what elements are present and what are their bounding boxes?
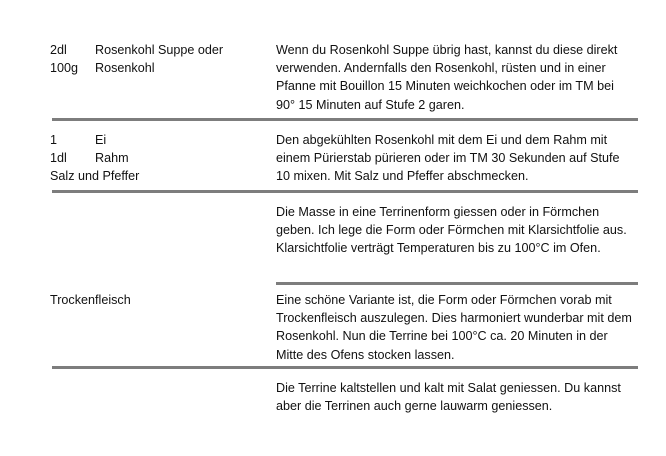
ingredient-row xyxy=(50,41,265,59)
ingredient-row xyxy=(50,167,265,185)
ingredient-name: Trockenfleisch xyxy=(50,293,131,307)
section-divider xyxy=(52,190,638,193)
ingredient-quantity: 1 xyxy=(50,133,58,147)
ingredient-name: Rahm xyxy=(95,151,129,166)
section-divider xyxy=(52,366,638,369)
section-divider xyxy=(276,282,638,285)
ingredient-row xyxy=(50,59,265,77)
step-instruction: Die Terrine kaltstellen und kalt mit Salat geniessen. Du kannst aber die Terrinen auch gerne lauwarm geniessen. xyxy=(276,381,621,414)
step-instruction: Den abgekühlten Rosenkohl mit dem Ei und dem Rahm mit einem Pürierstab pürieren oder im TM 30 Sekunden auf Stufe 10 mixen. Mit Salz und Pfeffer abschmecken. xyxy=(276,133,620,184)
step-instruction: Wenn du Rosenkohl Suppe übrig hast, kannst du diese direkt verwenden. Andernfalls den Rosenkohl, rüsten und in einer Pfanne mit Bouillon 15 Minuten weichkochen oder im TM bei 90° 15 Minuten auf Stufe 2 garen. xyxy=(276,43,618,112)
ingredient-list xyxy=(50,41,265,77)
ingredient-quantity: 100g xyxy=(50,61,79,76)
ingredient-name: Rosenkohl xyxy=(95,61,155,76)
ingredient-name: Ei xyxy=(95,133,107,147)
ingredient-row xyxy=(50,149,265,167)
step-instruction: Die Masse in eine Terrinenform giessen oder in Förmchen geben. Ich lege die Form oder Förmchen mit Klarsichtfolie aus. Klarsichtfolie verträgt Temperaturen bis zu 100°C im Ofen. xyxy=(276,205,627,256)
ingredient-name: Salz und Pfeffer xyxy=(50,169,140,184)
ingredient-list xyxy=(50,291,265,309)
ingredient-list xyxy=(50,131,265,186)
section-divider xyxy=(52,118,638,121)
ingredient-row xyxy=(50,291,265,309)
ingredient-quantity: 1dl xyxy=(50,151,67,166)
ingredient-row xyxy=(50,131,265,149)
step-instruction: Eine schöne Variante ist, die Form oder Förmchen vorab mit Trockenfleisch auszulegen. Dies harmoniert wunderbar mit dem Rosenkohl. Nun die Terrine bei 100°C ca. 20 Minuten in der Mitte des Ofens stocken lassen. xyxy=(276,293,632,362)
ingredient-name: Rosenkohl Suppe oder xyxy=(95,43,224,57)
ingredient-quantity: 2dl xyxy=(50,43,67,57)
